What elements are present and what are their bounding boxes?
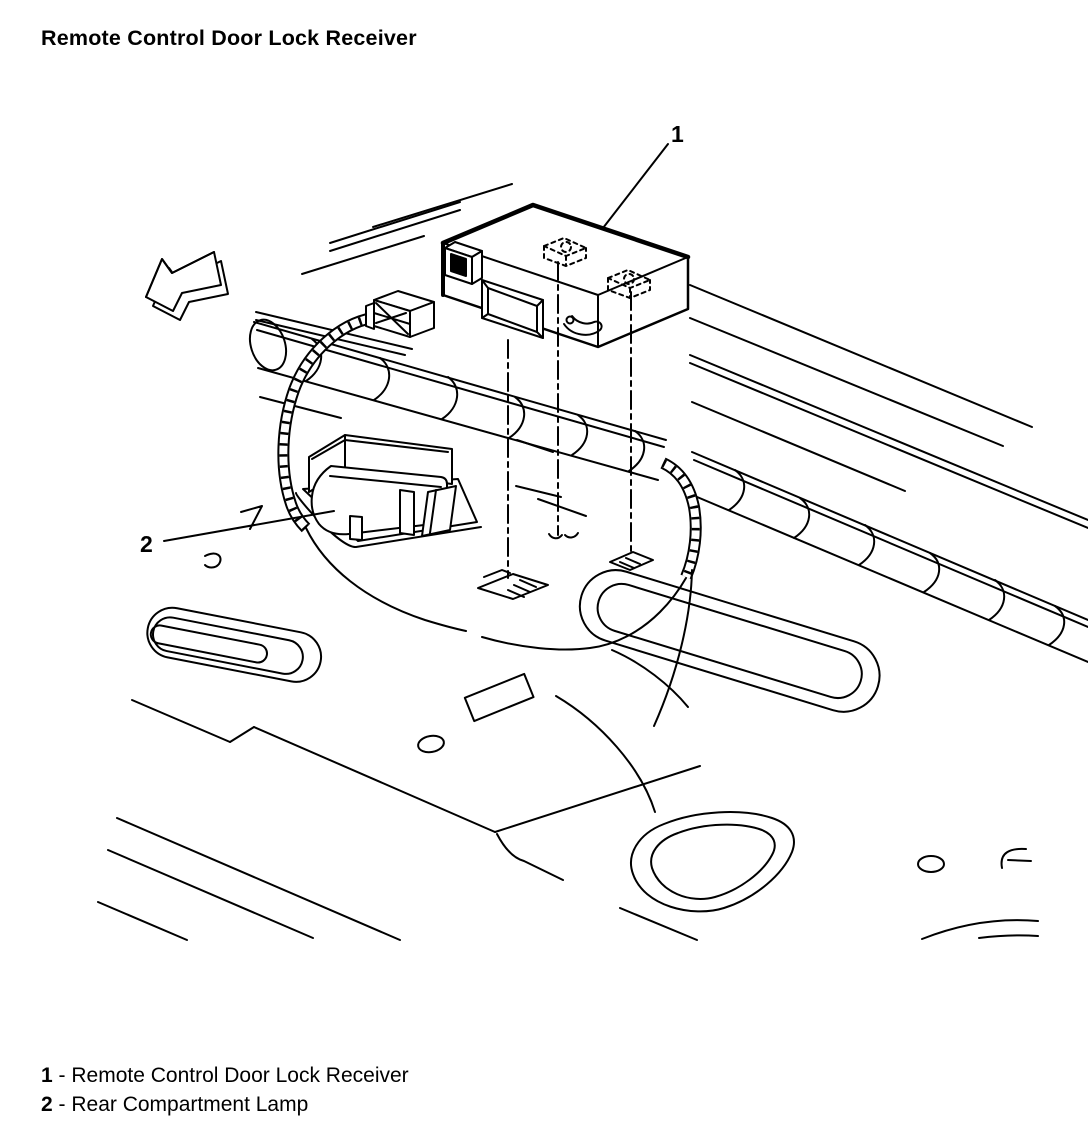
small-slot-cutout	[465, 674, 534, 721]
legend-item-receiver	[41, 1062, 409, 1091]
headliner-contour-lines	[98, 397, 1038, 940]
receiver-socket-small	[445, 242, 482, 284]
front-direction-arrow	[146, 252, 228, 320]
harness-loop-hidden-line	[306, 528, 692, 726]
harness-connector	[366, 291, 434, 337]
receiver-module	[443, 205, 688, 347]
small-hole-left	[417, 734, 445, 754]
callout-number-1: 1	[671, 121, 684, 147]
left-recess-cutout	[143, 603, 325, 686]
roof-panel-lines	[690, 285, 1088, 528]
legend-label-2: Rear Compartment Lamp	[71, 1092, 309, 1116]
legend-item-lamp	[41, 1091, 409, 1120]
rear-compartment-lamp	[296, 435, 481, 547]
legend-label-1: Remote Control Door Lock Receiver	[71, 1064, 409, 1087]
callout-receiver	[603, 121, 684, 228]
legend	[41, 1062, 409, 1119]
legend-key-2: 2	[41, 1092, 53, 1116]
legend-separator: -	[52, 1092, 72, 1116]
page-title: Remote Control Door Lock Receiver	[41, 26, 417, 50]
callout-number-2: 2	[140, 531, 153, 557]
small-hole-right	[918, 856, 944, 872]
legend-key-1: 1	[41, 1064, 53, 1087]
mounting-pad-left	[478, 570, 548, 599]
triangle-cutout	[631, 812, 794, 911]
legend-separator: -	[52, 1064, 72, 1087]
mounting-pad-right	[610, 552, 653, 570]
headliner-cutouts	[143, 561, 944, 911]
